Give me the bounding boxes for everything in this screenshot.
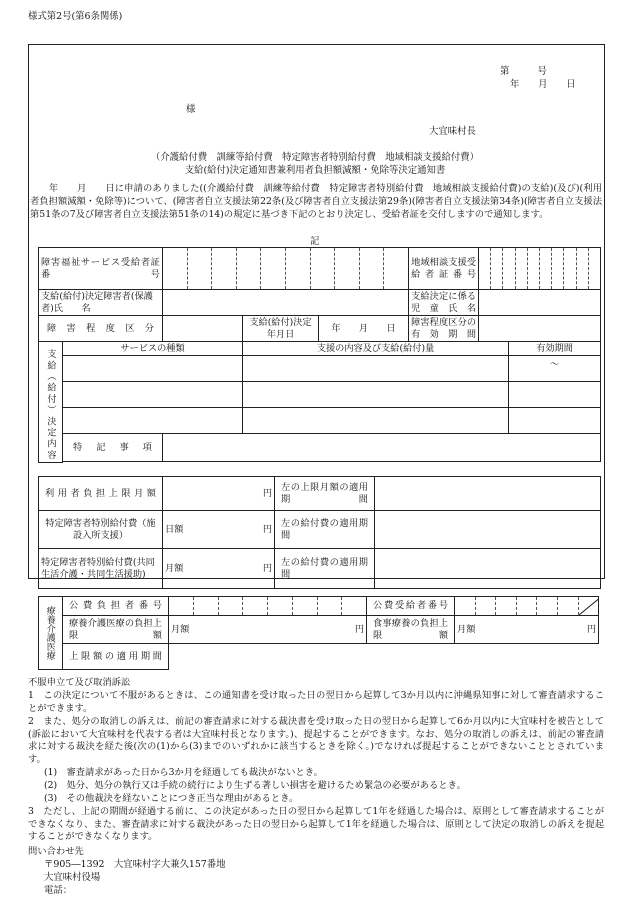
ki-label: 記 <box>310 236 320 247</box>
amount-cell <box>243 382 509 408</box>
addressee-suffix: 様 <box>186 104 196 115</box>
child-name-label: 支給決定に係る児童氏名 <box>409 290 479 316</box>
appeal-item-3: 3 ただし、上記の期間が経過する前に、この決定があった日の翌日から起算して1年を経過した場合は、原則として審査請求することができなくなり、また、審査請求に対する裁決があった日の翌日から起算して1年を経過した場合は、原則として決定の取消しの訴えを提起することができなくなります。 <box>28 806 604 843</box>
chiiki-number-label: 地域相談支援受給者証番号 <box>409 248 479 290</box>
yen-unit: 円 <box>586 623 597 635</box>
guardian-name-value <box>163 290 409 316</box>
form-label: 様式第2号(第6条関係) <box>28 11 123 22</box>
diagonal-slash-icon <box>579 597 599 615</box>
service-cell <box>63 382 243 408</box>
copay-table <box>38 476 601 589</box>
contact-office: 大宜味村役場 <box>44 872 101 883</box>
period-cell: ～ <box>509 356 601 382</box>
month-amount-label: 月額 <box>165 562 184 574</box>
special-facility-value <box>163 511 275 549</box>
meal-limit-label: 食事療養の負担上限額 <box>367 616 455 644</box>
yen-unit: 円 <box>354 623 365 635</box>
degree-valid-label: 障害程度区分の有効期間 <box>409 316 479 342</box>
amount-cell <box>243 408 509 434</box>
special-group-value <box>163 549 275 589</box>
special-facility-label: 特定障害者特別給付費（施設入所支援） <box>39 511 163 549</box>
decision-date-label: 支給(給付)決定年月日 <box>243 316 319 342</box>
issue-date: 年 月 日 <box>510 79 576 90</box>
month-amount-label: 月額 <box>457 623 476 635</box>
degree-category-value <box>163 316 243 342</box>
medical-care-table <box>38 596 599 670</box>
copay-limit-label: 利用者負担上限月額 <box>39 477 163 511</box>
degree-category-label: 障害程度区分 <box>39 316 163 342</box>
special-notes-label: 特 記 事 項 <box>63 434 163 462</box>
public-recipient-number-boxes <box>455 597 599 616</box>
appeal-item-2: 2 また、処分の取消しの訴えは、前記の審査請求に対する裁決書を受け取った日の翌日から起算して6か月以内に大宜味村を被告として(訴訟において大宜味村を代表する者は大宜味村長となります。)、提起することができます。なお、処分の取消しの訴えは、前記の審査請求に対する裁決を経た後(次の(1)から(3)までのいずれかに該当するときを除く。)でなければ提起することができないこととされています。 <box>28 716 604 765</box>
payer-number-label: 公費負担者番号 <box>63 597 169 616</box>
special-notes-value <box>163 434 601 462</box>
service-cell <box>63 356 243 382</box>
child-name-value <box>479 290 601 316</box>
appeal-item-2-2: (2) 処分、処分の執行又は手続の続行により生ずる著しい損害を避けるため緊急の必要があるとき。 <box>44 780 466 791</box>
public-recipient-number-label: 公費受給者番号 <box>367 597 455 616</box>
title-line-2: 支給(給付)決定通知書兼利用者負担額減額・免除等決定通知書 <box>184 165 446 176</box>
group-period-value <box>375 549 601 589</box>
yen-unit: 円 <box>262 562 272 574</box>
valid-period-header: 有効期間 <box>509 342 601 356</box>
appeal-item-2-3: (3) その他裁決を経ないことにつき正当な理由があるとき。 <box>44 793 299 804</box>
document-number: 第 号 <box>500 66 547 77</box>
title-line-1: （介護給付費 訓練等給付費 特定障害者特別給付費 地域相談支援給付費） <box>150 152 480 163</box>
special-group-label: 特定障害者特別給付費(共同生活介護・共同生活援助) <box>39 549 163 589</box>
service-type-header: サービスの種類 <box>63 342 243 356</box>
period-cell <box>509 408 601 434</box>
decision-date-value: 年 月 日 <box>319 316 409 342</box>
month-amount-label: 月額 <box>171 623 190 635</box>
support-amount-header: 支援の内容及び支給(給付)量 <box>243 342 509 356</box>
chiiki-number-boxes <box>479 248 601 290</box>
day-amount-label: 日額 <box>165 523 184 535</box>
medical-limit-label: 療養介護医療の負担上限額 <box>63 616 169 644</box>
issuer-name: 大宜味村長 <box>429 126 476 137</box>
limit-period-value <box>169 644 599 670</box>
degree-valid-value <box>479 316 601 342</box>
meal-limit-value <box>455 616 599 644</box>
group-period-label: 左の給付費の適用期間 <box>275 549 375 589</box>
copay-period-label: 左の上限月額の適用期間 <box>275 477 375 511</box>
decision-table <box>38 247 601 463</box>
appeal-item-1: 1 この決定について不服があるときは、この通知書を受け取った日の翌日から起算して3か月以内に沖縄県知事に対して審査請求することができます。 <box>28 690 604 714</box>
medical-vertical-text: 療養介護医療 <box>44 606 55 660</box>
contact-phone: 電話： <box>44 885 73 896</box>
appeal-item-2-1: (1) 審査請求があった日から3か月を経過しても裁決がないとき。 <box>44 767 323 778</box>
recipient-number-label: 障害福祉サービス受給者証番号 <box>39 248 163 290</box>
copay-limit-value: 円 <box>163 477 275 511</box>
medical-limit-value <box>169 616 367 644</box>
appeal-heading: 不服申立て及び取消訴訟 <box>28 677 131 688</box>
guardian-name-label: 支給(給付)決定障害者(保護者)氏 名 <box>39 290 163 316</box>
content-vertical-text: 支給（給付）決定内容 <box>44 349 56 461</box>
intro-paragraph: 年 月 日に申請のありました((介護給付費 訓練等給付費 特定障害者特別給付費 地域相談支援給付費)の支給)(及び)(利用者負担額減額・免除等)について、(障害者自立支援法第22条(及び障害者自立支援法第29条)(障害者自立支援法第34条)(障害者自立支援法第51条の7及び障害者自立支援法第51条の14)の規定に基づき下記のとおり決定し、受給者証を交付しますので通知します。 <box>30 183 602 221</box>
period-cell <box>509 382 601 408</box>
amount-cell <box>243 356 509 382</box>
benefit-period-label: 左の給付費の適用期間 <box>275 511 375 549</box>
benefit-period-value <box>375 511 601 549</box>
service-cell <box>63 408 243 434</box>
contact-heading: 問い合わせ先 <box>28 846 84 857</box>
recipient-number-boxes <box>163 248 409 290</box>
limit-period-label: 上限額の適用期間 <box>63 644 169 670</box>
contact-address: 〒905―1392 大宜味村字大兼久157番地 <box>44 859 226 870</box>
payer-number-boxes <box>169 597 367 616</box>
copay-period-value <box>375 477 601 511</box>
yen-unit: 円 <box>262 523 272 535</box>
